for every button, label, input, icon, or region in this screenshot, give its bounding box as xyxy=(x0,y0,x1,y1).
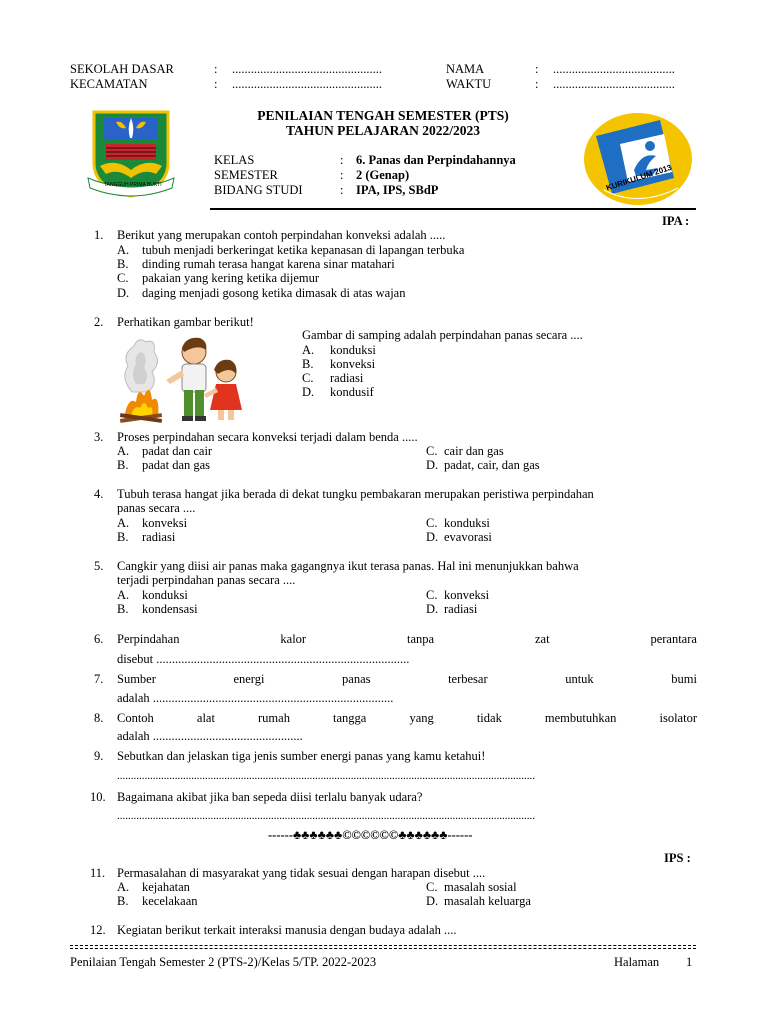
question-11-text: Permasalahan di masyarakat yang tidak sesuai dengan harapan disebut .... xyxy=(117,866,486,880)
question-12-number: 12. xyxy=(90,923,106,937)
question-8-word: rumah xyxy=(258,711,290,725)
question-1-option-c[interactable]: pakaian yang kering ketika dijemur xyxy=(142,271,320,285)
question-2-option-a[interactable]: konduksi xyxy=(330,343,376,357)
school-field[interactable]: ................................................ xyxy=(232,62,382,76)
question-11-option-a[interactable]: kejahatan xyxy=(142,880,190,894)
section-divider: ------♣♣♣♣♣♣©©©©©©♣♣♣♣♣♣------ xyxy=(268,828,473,842)
question-6-word: Perpindahan xyxy=(117,632,180,646)
campfire-children-illustration xyxy=(114,330,274,426)
question-2-option-b[interactable]: konveksi xyxy=(330,357,376,371)
question-11-number: 11. xyxy=(90,866,106,880)
question-3-option-a-key: A. xyxy=(117,444,130,458)
question-8-word: yang xyxy=(409,711,434,725)
class-label: KELAS xyxy=(214,153,255,167)
question-2-option-b-key: B. xyxy=(302,357,314,371)
question-5-option-b[interactable]: kondensasi xyxy=(142,602,198,616)
question-1-option-d[interactable]: daging menjadi gosong ketika dimasak di atas wajan xyxy=(142,286,406,300)
footer-page-number: 1 xyxy=(686,955,693,969)
question-10-number: 10. xyxy=(90,790,106,804)
question-2-option-a-key: A. xyxy=(302,343,315,357)
question-1-option-b[interactable]: dinding rumah terasa hangat karena sinar matahari xyxy=(142,257,395,271)
time-field[interactable]: ....................................... xyxy=(553,77,675,91)
question-5-option-c[interactable]: konveksi xyxy=(444,588,490,602)
question-7-word: terbesar xyxy=(448,672,488,686)
question-9-answer-line[interactable]: ........................................................................................................................................................ xyxy=(117,770,535,782)
subject-label: BIDANG STUDI xyxy=(214,183,303,197)
question-6-text xyxy=(117,632,697,647)
question-11-option-d[interactable]: masalah keluarga xyxy=(444,894,531,908)
exam-year: TAHUN PELAJARAN 2022/2023 xyxy=(285,123,480,138)
question-7-word: panas xyxy=(342,672,371,686)
question-6-word: tanpa xyxy=(406,632,435,646)
question-4-option-c-key: C. xyxy=(426,516,438,530)
question-1-option-c-key: C. xyxy=(117,271,129,285)
footer-divider-2 xyxy=(70,948,696,949)
question-7-number: 7. xyxy=(94,672,104,686)
question-11-option-b-key: B. xyxy=(117,894,129,908)
question-5-option-a-key: A. xyxy=(117,588,130,602)
semester-value: 2 (Genap) xyxy=(356,168,410,182)
question-8-word: membutuhkan xyxy=(544,711,617,725)
question-4-text: Tubuh terasa hangat jika berada di dekat tungku pembakaran merupakan peristiwa perpindahan xyxy=(117,487,594,501)
question-3-option-d[interactable]: padat, cair, dan gas xyxy=(444,458,540,472)
question-6-word: kalor xyxy=(280,632,307,646)
section-ips-heading: IPS : xyxy=(664,851,691,865)
question-8-word: tidak xyxy=(476,711,502,725)
district-label: KECAMATAN xyxy=(70,77,148,91)
question-5-number: 5. xyxy=(94,559,104,573)
question-5-option-a[interactable]: konduksi xyxy=(142,588,188,602)
header-rule xyxy=(210,208,696,210)
footer-page-label: Halaman xyxy=(614,955,660,969)
name-field[interactable]: ....................................... xyxy=(553,62,675,76)
question-3-option-d-key: D. xyxy=(426,458,439,472)
question-5-option-d[interactable]: radiasi xyxy=(444,602,478,616)
question-8-number: 8. xyxy=(94,711,104,725)
regency-emblem-motto: TANGGUH PRIMA BUKTI xyxy=(104,182,162,188)
question-8-answer-line[interactable]: adalah ................................................ xyxy=(117,729,303,743)
question-7-word: untuk xyxy=(565,672,594,686)
question-5-option-b-key: B. xyxy=(117,602,129,616)
question-5-option-c-key: C. xyxy=(426,588,438,602)
question-8-word: tangga xyxy=(333,711,367,725)
question-6-word: perantara xyxy=(650,632,697,646)
question-3-number: 3. xyxy=(94,430,104,444)
question-4-number: 4. xyxy=(94,487,104,501)
question-10-answer-line[interactable]: ........................................................................................................................................................ xyxy=(117,810,535,822)
question-1-option-a-key: A. xyxy=(117,243,130,257)
question-4-option-d[interactable]: evavorasi xyxy=(444,530,492,544)
question-3-option-b[interactable]: padat dan gas xyxy=(142,458,211,472)
question-5-text-line2: terjadi perpindahan panas secara .... xyxy=(117,573,296,587)
question-5-text: Cangkir yang diisi air panas maka gagangnya ikut terasa panas. Hal ini menunjukkan bahwa xyxy=(117,559,579,573)
question-8-text xyxy=(117,711,697,726)
school-label: SEKOLAH DASAR xyxy=(70,62,174,76)
question-4-option-a[interactable]: konveksi xyxy=(142,516,188,530)
question-3-text: Proses perpindahan secara konveksi terjadi dalam benda ..... xyxy=(117,430,418,444)
question-4-text-line2: panas secara .... xyxy=(117,501,196,515)
question-1-option-b-key: B. xyxy=(117,257,129,271)
question-8-word: alat xyxy=(196,711,215,725)
question-3-option-c-key: C. xyxy=(426,444,438,458)
question-2-option-d-key: D. xyxy=(302,385,315,399)
name-label: NAMA xyxy=(446,62,485,76)
question-2-option-c-key: C. xyxy=(302,371,314,385)
question-2-text: Perhatikan gambar berikut! xyxy=(117,315,254,329)
question-9-text: Sebutkan dan jelaskan tiga jenis sumber energi panas yang kamu ketahui! xyxy=(117,749,486,763)
question-7-answer-line[interactable]: adalah ............................................................................. xyxy=(117,691,394,705)
question-12-text: Kegiatan berikut terkait interaksi manusia dengan budaya adalah .... xyxy=(117,923,457,937)
question-6-word: zat xyxy=(534,632,550,646)
question-2-side-text: Gambar di samping adalah perpindahan panas secara .... xyxy=(302,328,583,342)
time-label: WAKTU xyxy=(446,77,492,91)
question-9-number: 9. xyxy=(94,749,104,763)
question-2-option-d[interactable]: kondusif xyxy=(330,385,374,399)
question-10-text: Bagaimana akibat jika ban sepeda diisi terlalu banyak udara? xyxy=(117,790,423,804)
question-11-option-a-key: A. xyxy=(117,880,130,894)
district-colon: : xyxy=(214,77,218,91)
question-2-number: 2. xyxy=(94,315,104,329)
footer-title: Penilaian Tengah Semester 2 (PTS-2)/Kelas 5/TP. 2022-2023 xyxy=(70,955,377,969)
question-1-option-d-key: D. xyxy=(117,286,130,300)
question-7-text xyxy=(117,672,697,687)
footer-divider xyxy=(70,945,696,946)
question-11-option-b[interactable]: kecelakaan xyxy=(142,894,198,908)
question-3-option-c[interactable]: cair dan gas xyxy=(444,444,504,458)
question-7-word: bumi xyxy=(671,672,697,686)
question-6-answer-line[interactable]: disebut ................................................................................. xyxy=(117,652,410,666)
question-11-option-d-key: D. xyxy=(426,894,439,908)
question-4-option-c[interactable]: konduksi xyxy=(444,516,490,530)
question-8-word: Contoh xyxy=(117,711,154,725)
section-ipa-heading: IPA : xyxy=(662,214,690,228)
exam-title: PENILAIAN TENGAH SEMESTER (PTS) xyxy=(257,108,509,123)
question-6-number: 6. xyxy=(94,632,104,646)
kurikulum-logo-icon xyxy=(582,110,694,208)
class-colon: : xyxy=(340,153,344,167)
question-3-option-b-key: B. xyxy=(117,458,129,472)
question-1-text: Berikut yang merupakan contoh perpindahan konveksi adalah ..... xyxy=(117,228,446,242)
class-value: 6. Panas dan Perpindahannya xyxy=(356,153,516,167)
question-7-word: energi xyxy=(233,672,265,686)
question-4-option-d-key: D. xyxy=(426,530,439,544)
district-field[interactable]: ................................................ xyxy=(232,77,382,91)
semester-colon: : xyxy=(340,168,344,182)
question-11-option-c[interactable]: masalah sosial xyxy=(444,880,517,894)
subject-colon: : xyxy=(340,183,344,197)
question-2-option-c[interactable]: radiasi xyxy=(330,371,364,385)
question-5-option-d-key: D. xyxy=(426,602,439,616)
question-1-number: 1. xyxy=(94,228,104,242)
question-8-word: isolator xyxy=(659,711,697,725)
question-4-option-a-key: A. xyxy=(117,516,130,530)
question-7-word: Sumber xyxy=(117,672,156,686)
kurikulum-logo-text: KURIKULUM 2013 xyxy=(605,162,673,193)
subject-value: IPA, IPS, SBdP xyxy=(356,183,439,197)
question-4-option-b-key: B. xyxy=(117,530,129,544)
question-3-option-a[interactable]: padat dan cair xyxy=(142,444,213,458)
name-colon: : xyxy=(535,62,539,76)
question-4-option-b[interactable]: radiasi xyxy=(142,530,176,544)
question-1-option-a[interactable]: tubuh menjadi berkeringat ketika kepanasan di lapangan terbuka xyxy=(142,243,465,257)
question-11-option-c-key: C. xyxy=(426,880,438,894)
semester-label: SEMESTER xyxy=(214,168,278,182)
school-colon: : xyxy=(214,62,218,76)
time-colon: : xyxy=(535,77,539,91)
